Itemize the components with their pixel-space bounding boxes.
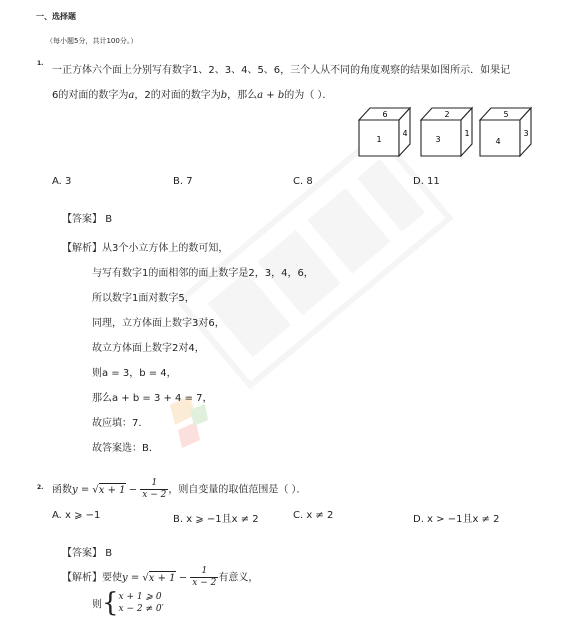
q1-analysis-line-2: 与写有数字1的面相邻的面上数字是2，3，4，6， [92,268,314,279]
cube-view-2 [421,108,472,156]
q1-text-line2: 6的对面的数字为a，2的对面的数字为b，那么a + b的为（ ）． [52,90,333,101]
question-number-1: 1. [37,60,44,67]
section-title: 一、选择题 [36,12,76,21]
q1-option-c[interactable]: C. 8 [293,176,313,187]
q1-analysis-line-1: 【解析】从3个小立方体上的数可知， [62,243,229,254]
q2-option-b[interactable]: B. x ⩾ −1且x ≠ 2 [173,514,259,525]
q2-analysis-system: 则{ x + 1 ⩾ 0 x − 2 ≠ 0′ [92,588,164,618]
q1-option-d[interactable]: D. 11 [413,176,440,187]
q2-answer: 【答案】 B [62,548,113,559]
cube-3-top-label: 5 [503,110,509,119]
q2-analysis-fraction: $\frac{1}{x - 2}$ [192,566,217,588]
q2-option-c[interactable]: C. x ≠ 2 [293,510,334,521]
cube-2-side-label: 1 [464,129,470,138]
cube-3-side-label: 3 [523,129,529,138]
cube-1-top-label: 6 [382,110,388,119]
cube-2-front-label: 3 [435,135,441,144]
cube-view-3 [480,108,531,156]
cube-1-front-label: 1 [376,135,382,144]
question-number-2: 2. [37,484,44,491]
q1-analysis-line-7: 那么a + b = 3 + 4 = 7， [92,393,213,404]
q2-option-d[interactable]: D. x > −1且x ≠ 2 [413,514,500,525]
q1-analysis-line-8: 故应填：7． [92,418,149,429]
q2-fraction: $\frac{1}{x - 2}$ [142,478,167,500]
q1-answer: 【答案】 B [62,214,113,225]
q1-text-line1: 一正方体六个面上分别写有数字1、2、3、4、5、6，三个人从不同的角度观察的结果如图所示．如果记 [52,65,511,76]
q1-analysis-line-5: 故立方体面上数字2对4， [92,343,205,354]
q1-analysis-line-6: 则a = 3，b = 4， [92,368,177,379]
cube-2-top-label: 2 [444,110,450,119]
q1-analysis-line-3: 所以数字1面对数字5， [92,293,195,304]
cube-3-front-label: 4 [495,137,501,146]
q1-option-b[interactable]: B. 7 [173,176,193,187]
q2-text: 函数y = √x + 1 − $\frac{1}{x - 2}$ ，则自变量的取值范围是（ ）． [52,478,307,500]
brace-symbol: { [102,588,119,618]
q1-option-a[interactable]: A. 3 [52,176,72,187]
cube-figure [358,106,562,158]
q1-analysis-line-4: 同理，立方体面上数字3对6， [92,318,225,329]
q1-analysis-line-9: 故答案选：B． [92,443,159,454]
scoring-note: （每小题5分，共计100分。） [46,37,138,45]
cube-view-1 [359,108,410,156]
cube-1-side-label: 4 [402,129,408,138]
q2-option-a[interactable]: A. x ⩾ −1 [52,510,101,521]
q2-analysis-line-1: 【解析】要使y = √x + 1 − $\frac{1}{x - 2}$ 有意义， [62,566,259,588]
